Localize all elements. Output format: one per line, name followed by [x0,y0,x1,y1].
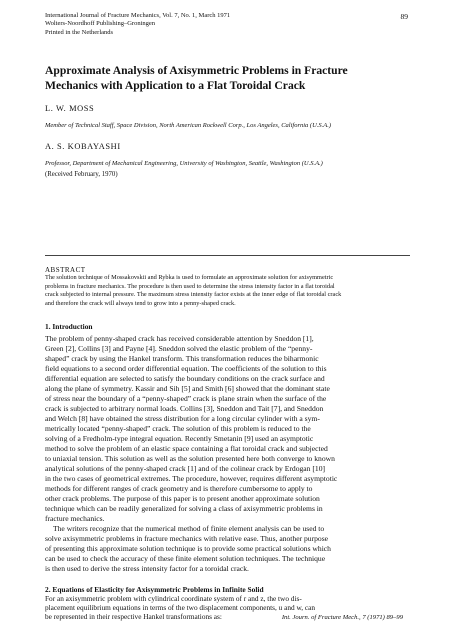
body-line: and Welch [8] have obtained the stress distribution for a long circular cylinder with a sym- [45,414,320,423]
section-heading: 2. Equations of Elasticity for Axisymmetric Problems in Infinite Solid [45,585,264,594]
body-line: analytical solutions of the penny-shaped crack [1] and of the colinear crack by Erdogan [10] [45,464,326,473]
journal-header [45,12,385,37]
paper-title [45,64,395,93]
publisher-line: Wolters-Noordhoff Publishing–Groningen [45,20,156,28]
body-line: The writers recognize that the numerical method of finite element analysis can be used to [53,524,325,533]
body-line: of stress near the boundary of a “penny-shaped” crack is plane strain when the surface of the [45,394,327,403]
body-line: placement equilibrium equations in terms of the two displacement components, u and w, can [45,603,316,612]
body-line: For an axisymmetric problem with cylindrical coordinate system of r and z, the two dis- [45,594,302,603]
title-line-1: Approximate Analysis of Axisymmetric Problems in Fracture [45,64,348,77]
body-line: in the two cases of geometrical extremes. The procedure, however, requires different asymptotic [45,474,338,483]
body-line: be represented in their respective Hankel transformations as: [45,612,222,621]
abstract-divider [45,255,410,256]
body-line: methods for different ranges of crack geometry and is therefore cumbersome to apply to [45,484,313,493]
body-line: along the plane of symmetry. Kassir and Sih [5] and Smith [6] showed that the dominant state [45,384,330,393]
body-line: to uniaxial tension. This solution as well as the solution presented here both converge to known [45,454,335,463]
author-name: A. S. KOBAYASHI [45,142,121,151]
body-line: of presenting this approximate solution technique is to provide some practical solutions which [45,544,331,553]
author-name: L. W. MOSS [45,104,95,113]
body-line: crack is subjected to arbitrary normal loads. Collins [3], Sneddon and Tait [7], and Sneddon [45,404,324,413]
body-line: solving of a Fredholm-type integral equation. Recently Smetanin [9] used an asymptotic [45,434,314,443]
body-line: fracture mechanics. [45,514,105,523]
abstract-heading: ABSTRACT [45,266,86,274]
section-body [45,334,415,574]
body-line: solve axisymmetric problems in fracture mechanics with relative ease. Thus, another purpose [45,534,329,543]
body-line: other crack problems. The purpose of this paper is to present another approximate solution [45,494,320,503]
abstract-line: problems in fracture mechanics. The procedure is then used to determine the stress intensity factor in a flat toroidal [45,282,335,290]
title-line-2: Mechanics with Application to a Flat Toroidal Crack [45,78,306,92]
body-line: method to solve the problem of an elastic space containing a flat toroidal crack and subjected [45,444,328,453]
author-affiliation: Member of Technical Staff, Space Division, North American Rockwell Corp., Los Angeles, California (U.S.A.) [45,122,332,129]
body-line: Green [2], Collins [3] and Payne [4]. Sneddon solved the elastic problem of the “penny- [45,344,313,353]
page-number: 89 [400,12,408,21]
body-line: shaped” crack by using the Hankel transform. This transformation reduces the biharmonic [45,354,319,363]
abstract-line: The solution technique of Mossakovskii and Rybka is used to formulate an approximate solution for axisymmetric [45,274,334,281]
received-date: (Received February, 1970) [45,171,118,178]
body-line: differential equation are selected to satisfy the boundary conditions on the crack surface and [45,374,325,383]
body-line: metrically located “penny-shaped” crack. The solution of this problem is reduced to the [45,424,311,433]
journal-footer: Int. Journ. of Fracture Mech., 7 (1971) 89–99 [281,614,403,621]
section-heading: 1. Introduction [45,322,93,331]
body-line: The problem of penny-shaped crack has received considerable attention by Sneddon [1], [45,334,314,343]
abstract-line: and therefore the crack will always tend to grow into a penny-shaped crack. [45,300,236,308]
abstract-line: crack subjected to internal pressure. The maximum stress intensity factor exists at the inner edge of flat toroidal crack [45,291,342,299]
body-line: can be used to check the accuracy of these finite element solution techniques. The technique [45,554,326,563]
abstract-body [45,274,410,309]
body-line: technique which can be readily generalized for solving a class of axisymmetric problems in [45,504,323,513]
journal-line: International Journal of Fracture Mechanics, Vol. 7, No. 1, March 1971 [45,12,231,19]
author-affiliation: Professor, Department of Mechanical Engineering, University of Washington, Seattle, Washington (U.S.A.) [45,160,323,167]
body-line: is then used to derive the stress intensity factor for a toroidal crack. [45,564,249,573]
body-line: field equations to a second order differential equation. The coefficients of the solution to this [45,364,327,373]
printed-line: Printed in the Netherlands [45,28,114,36]
